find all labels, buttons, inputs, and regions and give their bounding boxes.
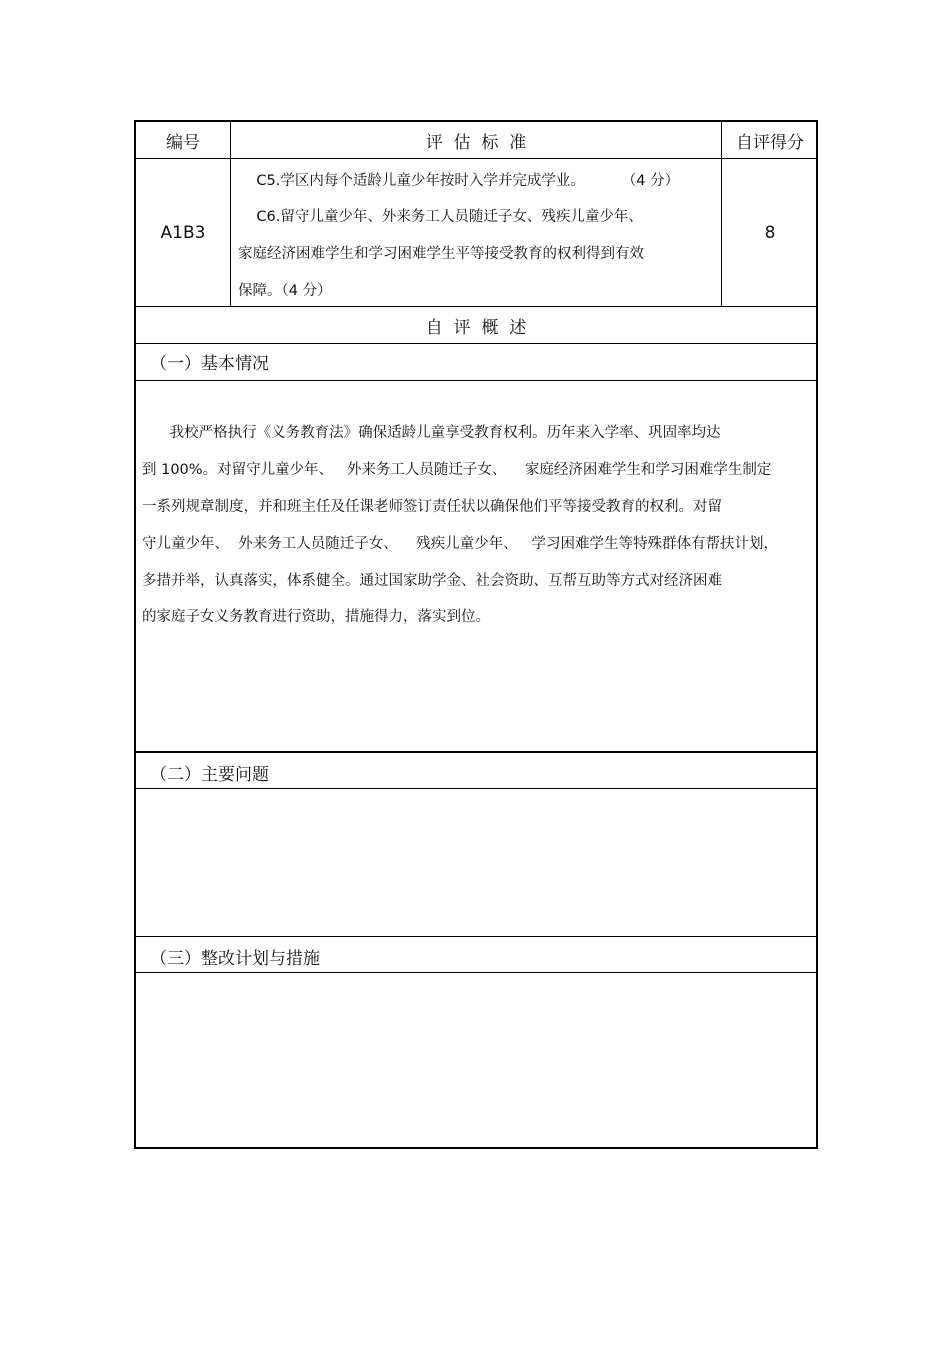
header-code-label: 编号 [166,132,200,153]
row-divider [136,936,816,937]
header-code-cell [136,122,230,158]
criteria-line: C5.学区内每个适龄儿童少年按时入学并完成学业。 （4 分） [238,173,680,189]
row-divider [136,972,816,973]
row-divider [136,343,816,344]
header-score-cell [722,122,818,158]
section-basic-heading: （一）基本情况 [150,354,269,374]
item-score: 8 [764,222,776,243]
overview-title-cell [136,307,816,343]
item-code-cell [136,159,230,306]
body-line: 的家庭子女义务教育进行资助，措施得力，落实到位。 [142,609,490,625]
body-line: 多措并举，认真落实，体系健全。通过国家助学金、社会资助、互帮互助等方式对经济困难 [142,573,722,589]
section-plan-heading: （三）整改计划与措施 [150,949,320,969]
body-line: 守儿童少年、 外来务工人员随迁子女、 残疾儿童少年、 学习困难学生等特殊群体有帮扶计划， [142,536,778,552]
item-score-cell [722,159,818,306]
evaluation-form-table [134,120,818,1149]
header-criteria-cell [231,122,721,158]
criteria-line: 保障。（4 分） [238,283,332,299]
row-divider [136,380,816,381]
body-line: 我校严格执行《义务教育法》确保适龄儿童享受教育权利。历年来入学率、巩固率均达 [142,425,721,441]
body-line: 一系列规章制度，并和班主任及任课老师签订责任状以确保他们平等接受教育的权利。对留 [142,499,722,515]
row-divider [136,788,816,789]
header-score-label: 自评得分 [736,132,804,153]
row-divider [136,751,816,753]
row-divider [136,158,816,159]
item-code: A1B3 [160,222,206,243]
overview-title: 自 评 概 述 [425,317,527,338]
criteria-line: C6.留守儿童少年、外来务工人员随迁子女、残疾儿童少年、 [238,209,643,225]
header-criteria-label: 评 估 标 准 [425,132,527,153]
section-problems-heading: （二）主要问题 [150,765,269,785]
column-divider [230,122,231,306]
criteria-line: 家庭经济困难学生和学习困难学生平等接受教育的权利得到有效 [238,246,644,262]
column-divider [721,122,722,306]
body-line: 到 100%。对留守儿童少年、 外来务工人员随迁子女、 家庭经济困难学生和学习困难学生制定 [142,462,772,478]
